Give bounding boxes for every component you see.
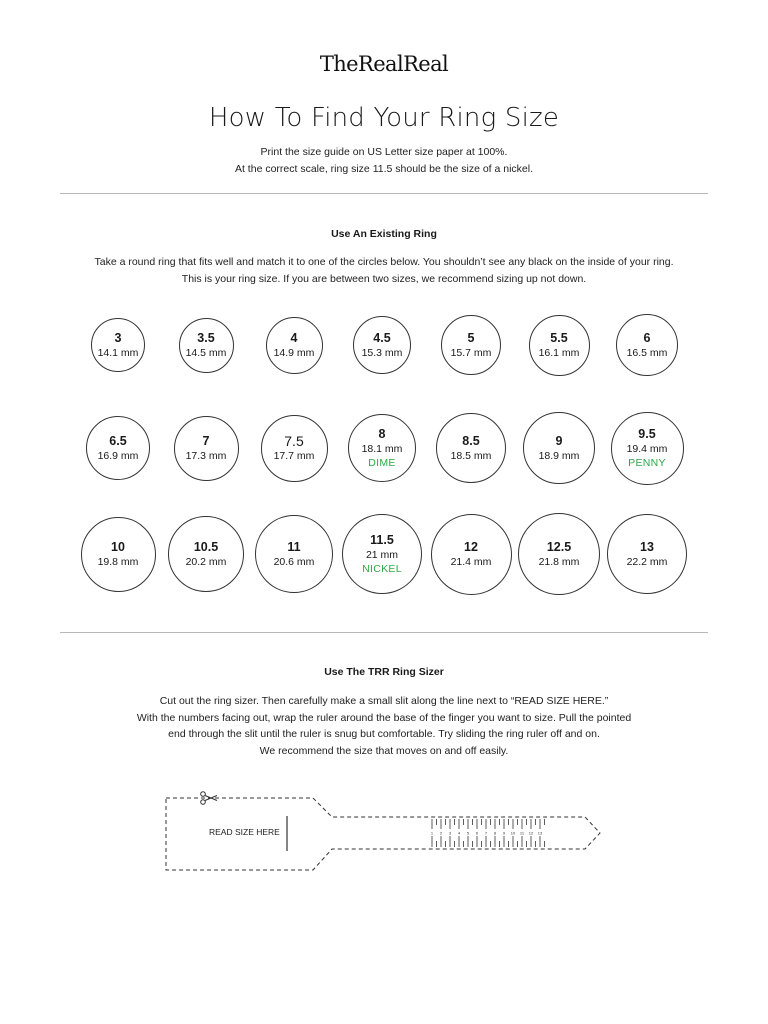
ring-circle: [342, 514, 422, 594]
ring-diameter-label: 19.8 mm: [97, 555, 139, 568]
existing-ring-heading: Use An Existing Ring: [331, 228, 437, 240]
brand-logo: TheRealReal: [319, 52, 449, 76]
ruler-number: 1: [430, 830, 434, 836]
ring-circle: [518, 513, 600, 595]
ring-diameter-label: 20.6 mm: [273, 555, 315, 568]
ring-circle: [616, 314, 678, 376]
divider: [60, 632, 708, 633]
ring-circle: [441, 315, 501, 375]
ring-circle: [168, 516, 244, 592]
page-title: How To Find Your Ring Size: [208, 103, 560, 133]
ring-diameter-label: 17.3 mm: [185, 449, 227, 462]
ring-size-label: 8: [378, 426, 386, 441]
ruler-number: 3: [448, 830, 452, 836]
ring-size-label: 7.5: [284, 432, 304, 449]
ring-size-label: 3: [114, 330, 122, 345]
ring-size-label: 12.5: [546, 539, 572, 554]
ring-diameter-label: 22.2 mm: [626, 555, 668, 568]
ring-circle: [353, 316, 411, 374]
ruler-number: 8: [493, 830, 497, 836]
existing-ring-text-1: Take a round ring that fits well and match it to one of the circles below. You shouldn’t see any black on the inside of your ring.: [94, 256, 674, 268]
ring-size-label: 11.5: [370, 532, 394, 547]
ruler-number: 4: [457, 830, 461, 836]
ring-circle: [255, 515, 333, 593]
ring-size-label: 8.5: [462, 433, 480, 448]
ruler-number: 12: [528, 830, 534, 836]
ring-size-label: 6.5: [109, 433, 127, 448]
ring-diameter-label: 16.9 mm: [97, 449, 139, 462]
ring-diameter-label: 15.3 mm: [361, 346, 403, 359]
ring-circle: [611, 412, 684, 485]
ring-circle: [431, 514, 512, 595]
ring-circle: [266, 317, 323, 374]
ring-size-label: 6: [643, 330, 651, 345]
ring-diameter-label: 21.4 mm: [450, 555, 492, 568]
ring-diameter-label: 18.9 mm: [538, 449, 580, 462]
ring-sizer-text-1: Cut out the ring sizer. Then carefully make a small slit along the line next to “READ SIZE HERE.”: [159, 695, 609, 707]
existing-ring-text-2: This is your ring size. If you are between two sizes, we recommend sizing up not down.: [181, 273, 587, 285]
print-instruction: Print the size guide on US Letter size paper at 100%.: [260, 146, 508, 158]
ring-circle: [91, 318, 145, 372]
ring-circle: [174, 416, 239, 481]
sizer-ruler-numbers: [431, 831, 543, 836]
ring-size-label: 13: [640, 539, 654, 554]
ring-diameter-label: 21.8 mm: [538, 555, 580, 568]
ring-circle: [348, 414, 416, 482]
ring-size-label: 12: [464, 539, 478, 554]
ring-diameter-label: 21 mm: [365, 548, 399, 561]
ring-diameter-label: 16.1 mm: [538, 346, 580, 359]
ring-sizer-text-3: end through the slit until the ruler is snug but comfortable. Try sliding the ring ruler off and on.: [168, 728, 600, 740]
scale-instruction: At the correct scale, ring size 11.5 should be the size of a nickel.: [234, 163, 534, 175]
ring-circle: [86, 416, 150, 480]
divider: [60, 193, 708, 194]
coin-reference-label: NICKEL: [362, 562, 402, 575]
ring-diameter-label: 14.1 mm: [97, 346, 139, 359]
ring-diameter-label: 16.5 mm: [626, 346, 668, 359]
ruler-number: 7: [484, 830, 488, 836]
ring-diameter-label: 18.5 mm: [450, 449, 492, 462]
ring-circle: [529, 315, 590, 376]
ring-circle: [436, 413, 506, 483]
ring-sizer-heading: Use The TRR Ring Sizer: [324, 666, 444, 678]
ring-circle: [607, 514, 687, 594]
ring-size-label: 11: [287, 539, 301, 554]
ring-size-label: 10: [111, 539, 125, 554]
ruler-number: 11: [519, 830, 525, 836]
ruler-number: 5: [466, 830, 470, 836]
ring-sizer-text-2: With the numbers facing out, wrap the ruler around the base of the finger you want to size. Pull the pointed: [136, 712, 632, 724]
ruler-number: 9: [502, 830, 506, 836]
ring-size-label: 4: [290, 330, 298, 345]
ring-size-label: 10.5: [193, 539, 219, 554]
ring-size-label: 9.5: [638, 426, 656, 441]
ring-diameter-label: 15.7 mm: [450, 346, 492, 359]
ring-diameter-label: 14.5 mm: [185, 346, 227, 359]
ring-sizer-text-4: We recommend the size that moves on and off easily.: [259, 745, 509, 757]
coin-reference-label: DIME: [368, 456, 396, 469]
ring-circle: [81, 517, 156, 592]
ring-circle: [523, 412, 595, 484]
ring-size-label: 5: [467, 330, 475, 345]
ring-diameter-label: 18.1 mm: [361, 442, 403, 455]
ruler-number: 6: [475, 830, 479, 836]
ring-diameter-label: 17.7 mm: [273, 449, 315, 462]
ring-size-label: 9: [555, 433, 563, 448]
ring-circle: [261, 415, 328, 482]
ruler-number: 10: [510, 830, 516, 836]
ring-size-label: 5.5: [550, 330, 568, 345]
ring-diameter-label: 19.4 mm: [626, 442, 668, 455]
ring-diameter-label: 14.9 mm: [273, 346, 315, 359]
ruler-number: 2: [439, 830, 443, 836]
ruler-number: 13: [537, 830, 543, 836]
ring-size-label: 7: [202, 433, 210, 448]
ring-size-label: 3.5: [197, 330, 215, 345]
ring-size-label: 4.5: [373, 330, 391, 345]
ring-circle: [179, 318, 234, 373]
read-size-label: READ SIZE HERE: [209, 827, 280, 837]
coin-reference-label: PENNY: [628, 456, 666, 469]
ring-diameter-label: 20.2 mm: [185, 555, 227, 568]
